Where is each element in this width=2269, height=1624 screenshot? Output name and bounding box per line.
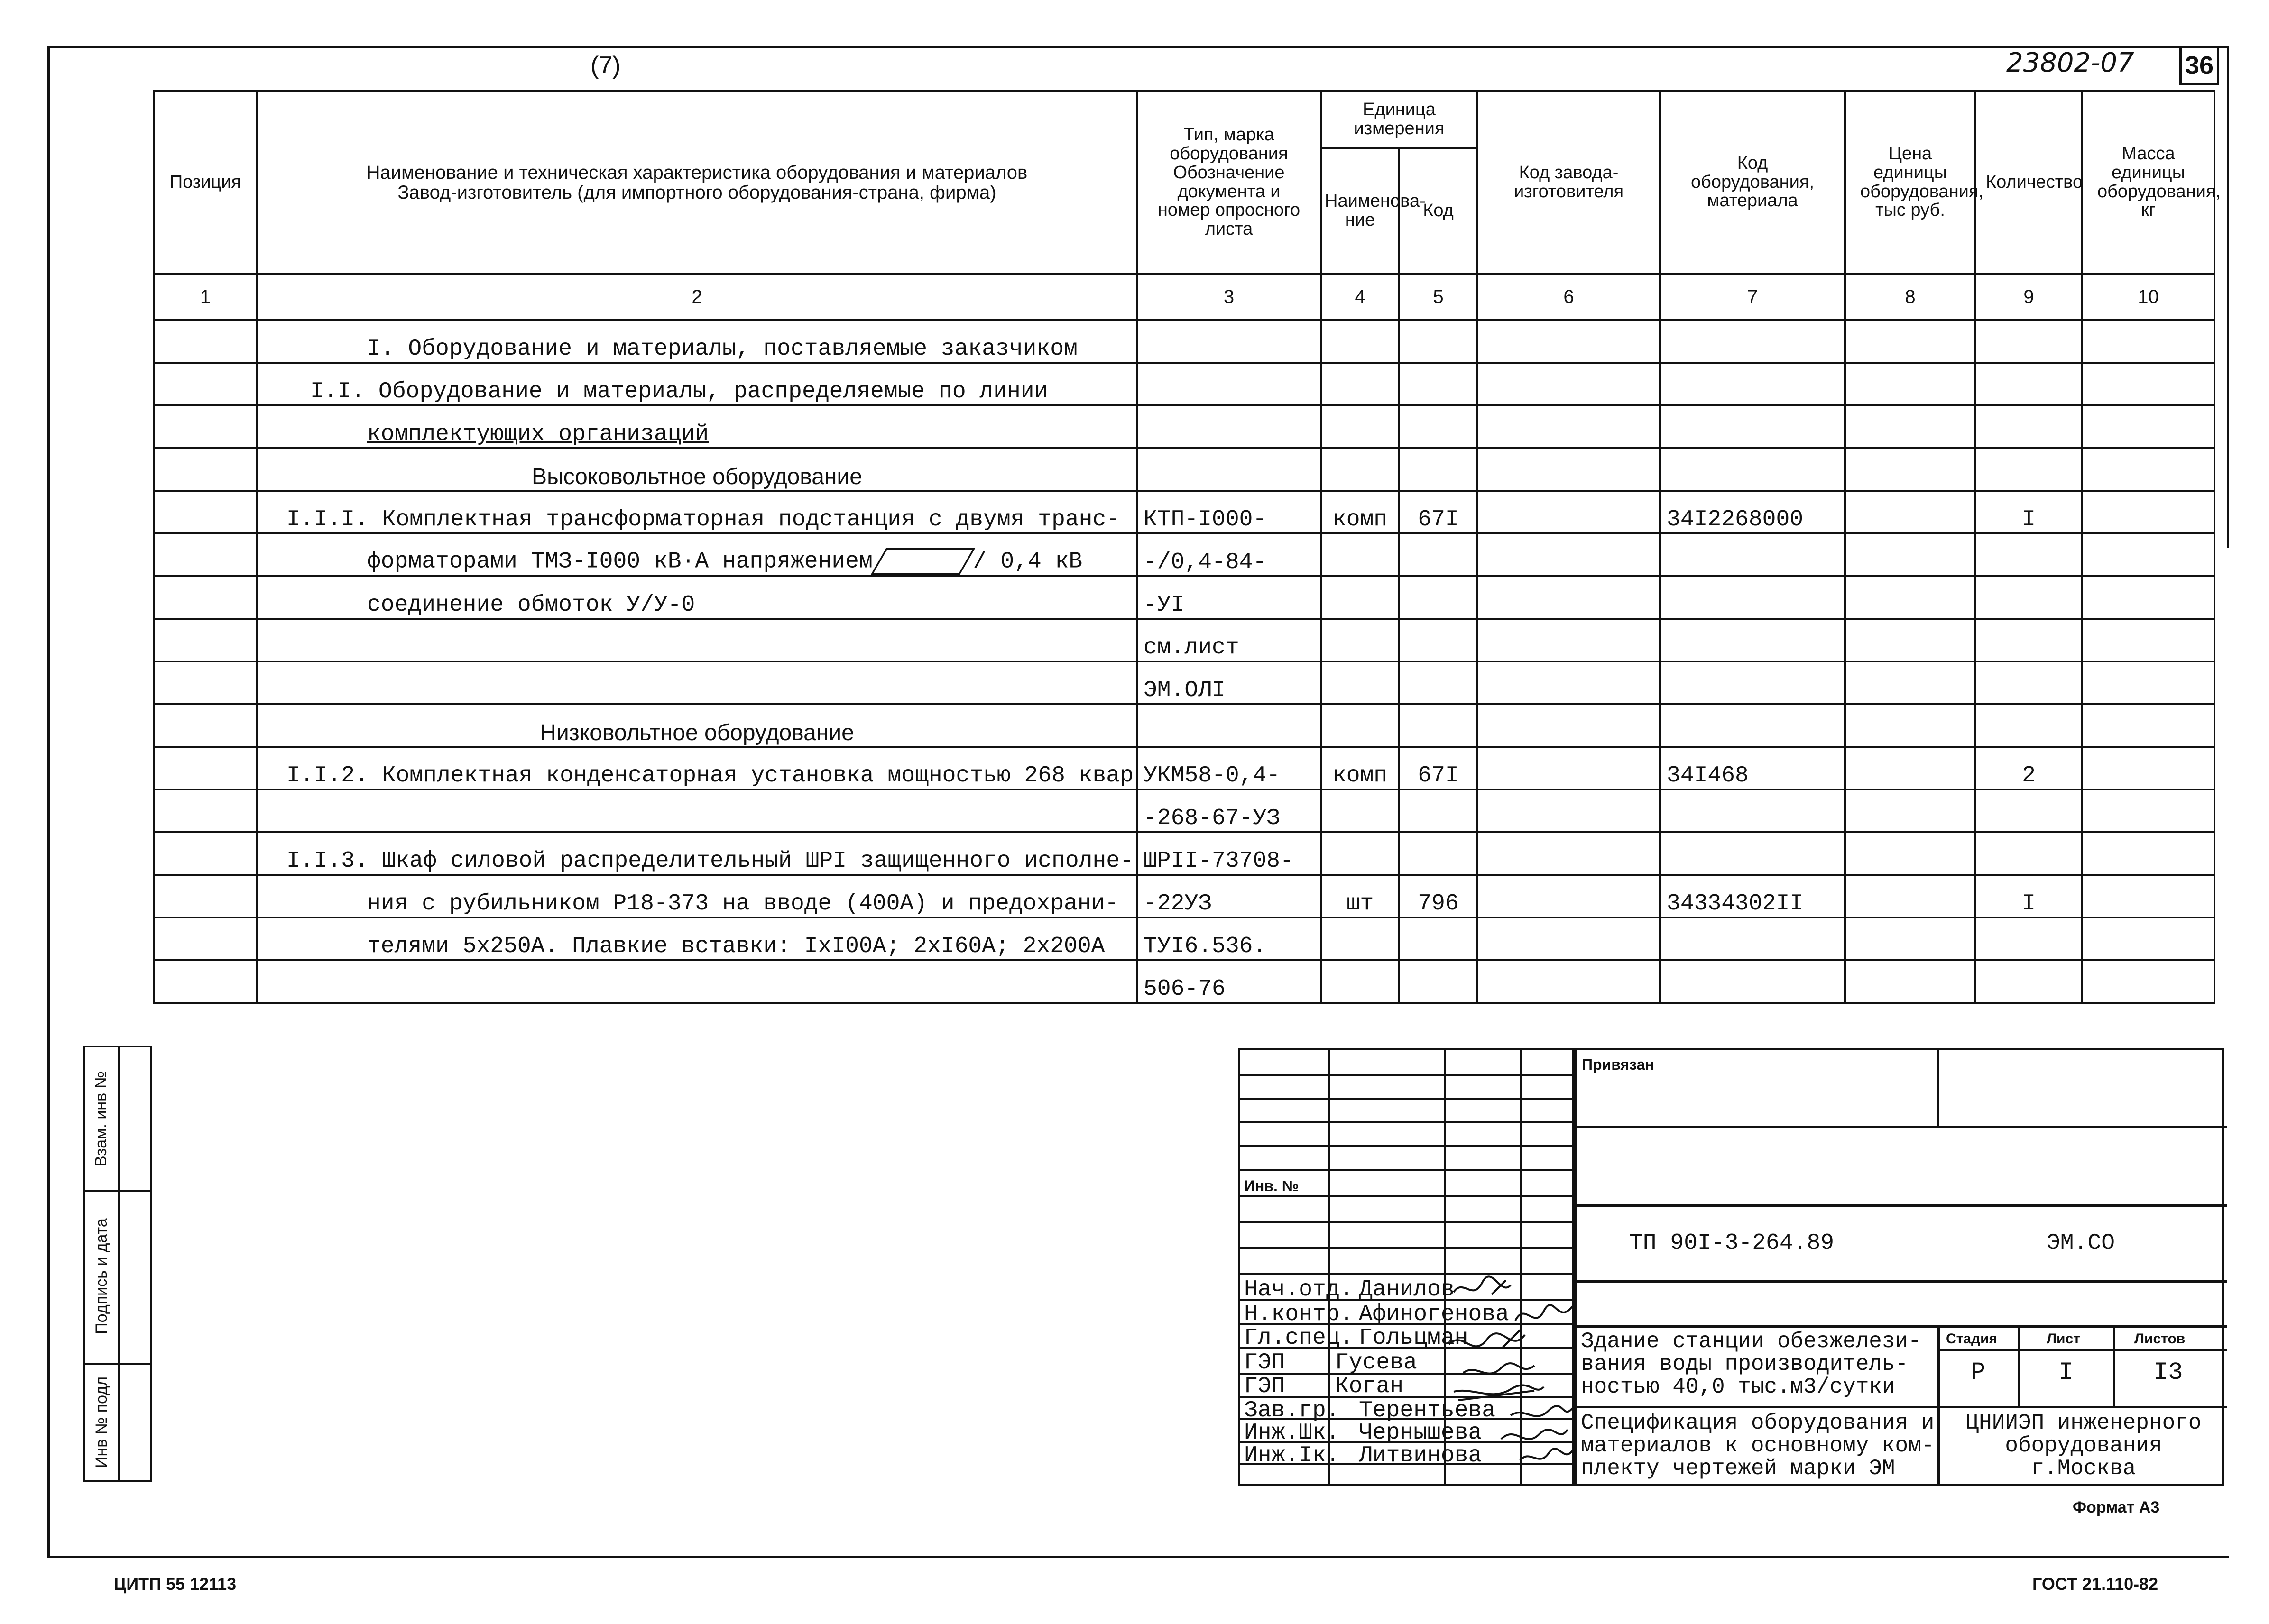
table-row <box>154 448 2214 491</box>
table-row <box>154 533 2214 576</box>
table-row <box>154 704 2214 747</box>
sheets-label: Листов <box>2134 1331 2186 1347</box>
side-stamp <box>83 1046 152 1482</box>
tb-line <box>1940 1349 2227 1351</box>
row-type: ТУI6.536. <box>1137 918 1321 960</box>
tb-line <box>1240 1145 1575 1147</box>
staff-role: Н.контр. <box>1244 1302 1354 1327</box>
tb-line <box>1240 1247 1575 1249</box>
header-factory-code: Код завода-изготовителя <box>1477 91 1660 274</box>
row-name: I.I.3. Шкаф силовой распределительный ШРI защищенного исполне- <box>257 832 1137 875</box>
table-row <box>154 832 2214 875</box>
footer-left: ЦИТП 55 12113 <box>114 1574 237 1594</box>
col-number: 1 <box>154 274 257 320</box>
staff-name: Афиногенова <box>1359 1302 1509 1327</box>
col-number: 7 <box>1660 274 1845 320</box>
row-name <box>257 533 1137 576</box>
tb-line <box>1575 1406 2227 1408</box>
header-price: Цена единицы оборудования, тыс руб. <box>1845 91 1975 274</box>
table-row <box>154 491 2214 533</box>
row-type: 506-76 <box>1137 960 1321 1003</box>
tb-line <box>1240 1195 1575 1197</box>
header-name: Наименование и техническая характеристика оборудования и материалов Завод-изготовитель (для импортного оборудования-страна, фирма) <box>257 91 1137 274</box>
header-equip-code: Код оборудования, материала <box>1660 91 1845 274</box>
col-number: 4 <box>1321 274 1399 320</box>
drawing-mark: ЭМ.СО <box>2047 1230 2115 1256</box>
format-label: Формат А3 <box>2073 1498 2160 1516</box>
building-title: Здание станции обезжелези- вания воды производитель- ностью 40,0 тыс.м3/сутки <box>1581 1329 1921 1399</box>
sheet-value: I <box>2058 1358 2074 1386</box>
stage-label: Стадия <box>1946 1331 1998 1347</box>
table-row <box>154 363 2214 405</box>
staff-role: Инж.Iк. <box>1244 1443 1340 1468</box>
table-row <box>154 918 2214 960</box>
row-name-part: форматорами ТМЗ-I000 кВ·А напряжением <box>367 549 873 575</box>
staff-name: Гольцман <box>1359 1325 1468 1351</box>
row-type: -/0,4-84- <box>1137 533 1321 576</box>
specification-table <box>153 90 2221 1004</box>
header-unit-name: Наименова-ние <box>1321 148 1399 274</box>
staff-role: Гл.спец. <box>1244 1325 1354 1351</box>
staff-role: Нач.отд. <box>1244 1277 1354 1303</box>
side-label: Взам. инв № <box>92 1071 111 1166</box>
staff-name: Данилов <box>1359 1277 1455 1303</box>
staff-name: Гусева <box>1335 1350 1417 1376</box>
spec-title: Спецификация оборудования и материалов к основному ком- плекту чертежей марки ЭМ <box>1581 1411 1935 1481</box>
row-equip-code: 34I2268000 <box>1660 491 1845 533</box>
project-code: ТП 90I-3-264.89 <box>1629 1230 1835 1256</box>
header-unit: Единица измерения <box>1321 91 1477 148</box>
frame-right-line <box>2227 46 2229 548</box>
header-unit-code: Код <box>1399 148 1477 274</box>
staff-name: Терентьева <box>1359 1398 1496 1423</box>
row-unit: комп <box>1321 491 1399 533</box>
tb-line <box>1240 1221 1575 1223</box>
row-unit: шт <box>1321 875 1399 918</box>
table-row <box>154 320 2214 363</box>
side-cell <box>85 1363 118 1481</box>
row-type: УКМ58-0,4- <box>1137 747 1321 789</box>
row-type: ЭМ.ОЛI <box>1137 661 1321 704</box>
side-label: Подпись и дата <box>92 1218 111 1334</box>
row-qty: I <box>1975 491 2082 533</box>
tb-line <box>1575 1126 2227 1128</box>
side-label: Инв № подл <box>92 1376 111 1468</box>
tb-line <box>2018 1325 2020 1406</box>
col-number: 3 <box>1137 274 1321 320</box>
row-name: I. Оборудование и материалы, поставляемые заказчиком <box>257 320 1137 363</box>
col-number: 9 <box>1975 274 2082 320</box>
voltage-blank-box <box>870 548 975 575</box>
column-numbers-row <box>154 274 2214 320</box>
row-unit-code: 67I <box>1399 747 1477 789</box>
row-name: соединение обмоток У/У-0 <box>257 576 1137 619</box>
row-name: комплектующих организаций <box>257 405 1137 448</box>
row-name-part: / 0,4 кВ <box>973 549 1083 575</box>
table-row <box>154 747 2214 789</box>
row-type: см.лист <box>1137 619 1321 661</box>
staff-role: Инж.Шк. <box>1244 1420 1340 1446</box>
staff-role: Зав.гр. <box>1244 1398 1340 1423</box>
tb-line <box>1240 1098 1575 1100</box>
col-number: 8 <box>1845 274 1975 320</box>
row-type: -268-67-УЗ <box>1137 789 1321 832</box>
table-row <box>154 619 2214 661</box>
tb-line <box>1240 1121 1575 1123</box>
table-row <box>154 875 2214 918</box>
inv-no-label: Инв. № <box>1244 1177 1299 1194</box>
col-number: 5 <box>1399 274 1477 320</box>
section-subtitle: Высоковольтное оборудование <box>257 448 1137 491</box>
doc-number: 23802-07 <box>2006 47 2134 78</box>
staff-name: Чернышева <box>1359 1420 1482 1446</box>
title-block <box>1238 1048 2224 1486</box>
stage-value: Р <box>1971 1358 1986 1386</box>
col-number: 10 <box>2082 274 2214 320</box>
staff-name: Литвинова <box>1359 1443 1482 1468</box>
staff-role: ГЭП <box>1244 1374 1285 1399</box>
row-type: -22УЗ <box>1137 875 1321 918</box>
row-type: КТП-I000- <box>1137 491 1321 533</box>
sheet-label: Лист <box>2047 1331 2080 1347</box>
table-row <box>154 405 2214 448</box>
table-row <box>154 661 2214 704</box>
staff-role: ГЭП <box>1244 1350 1285 1376</box>
frame-top-line <box>47 46 2229 48</box>
header-position: Позиция <box>154 91 257 274</box>
table-row <box>154 960 2214 1003</box>
side-divider <box>118 1047 120 1480</box>
row-type: ШРII-73708- <box>1137 832 1321 875</box>
tb-line <box>1240 1074 1575 1076</box>
tb-line <box>1240 1169 1575 1171</box>
row-equip-code: 34I468 <box>1660 747 1845 789</box>
header-type: Тип, марка оборудования Обозначение документа и номер опросного листа <box>1137 91 1321 274</box>
page-marker: (7) <box>590 52 621 79</box>
row-unit-code: 796 <box>1399 875 1477 918</box>
tb-line <box>1575 1280 2227 1283</box>
col-number: 6 <box>1477 274 1660 320</box>
row-qty: I <box>1975 875 2082 918</box>
tb-line <box>2113 1325 2115 1406</box>
privyazan-label: Привязан <box>1582 1056 1654 1073</box>
row-name: I.I. Оборудование и материалы, распределяемые по линии <box>257 363 1137 405</box>
sheets-value: I3 <box>2153 1358 2183 1386</box>
side-cell <box>85 1190 118 1363</box>
tb-line <box>1937 1325 1940 1484</box>
table-row <box>154 576 2214 619</box>
row-type: -УI <box>1137 576 1321 619</box>
header-mass: Масса единицы оборудования, кг <box>2082 91 2214 274</box>
row-name: I.I.2. Комплектная конденсаторная установка мощностью 268 квар <box>257 747 1137 789</box>
footer-right: ГОСТ 21.110-82 <box>2032 1574 2158 1594</box>
row-name: телями 5х250А. Плавкие вставки: IxI00A; 2xI60A; 2x200A <box>257 918 1137 960</box>
sheet-number: 36 <box>2179 46 2219 85</box>
row-name: ния с рубильником Р18-373 на вводе (400А) и предохрани- <box>257 875 1137 918</box>
tb-line <box>1937 1050 1939 1126</box>
signature-scribbles <box>1444 1273 1596 1482</box>
row-name: I.I.I. Комплектная трансформаторная подстанция с двумя транс- <box>257 491 1137 533</box>
row-unit: комп <box>1321 747 1399 789</box>
side-cell <box>85 1047 118 1190</box>
header-qty: Количество <box>1975 91 2082 274</box>
table-row <box>154 789 2214 832</box>
row-qty: 2 <box>1975 747 2082 789</box>
tb-line <box>1575 1204 2227 1207</box>
row-unit-code: 67I <box>1399 491 1477 533</box>
row-equip-code: 34334302II <box>1660 875 1845 918</box>
staff-name: Коган <box>1335 1374 1404 1399</box>
tb-line <box>1575 1325 2227 1328</box>
col-number: 2 <box>257 274 1137 320</box>
section-subtitle: Низковольтное оборудование <box>257 704 1137 747</box>
organization: ЦНИИЭП инженерного оборудования г.Москва <box>1965 1411 2202 1481</box>
